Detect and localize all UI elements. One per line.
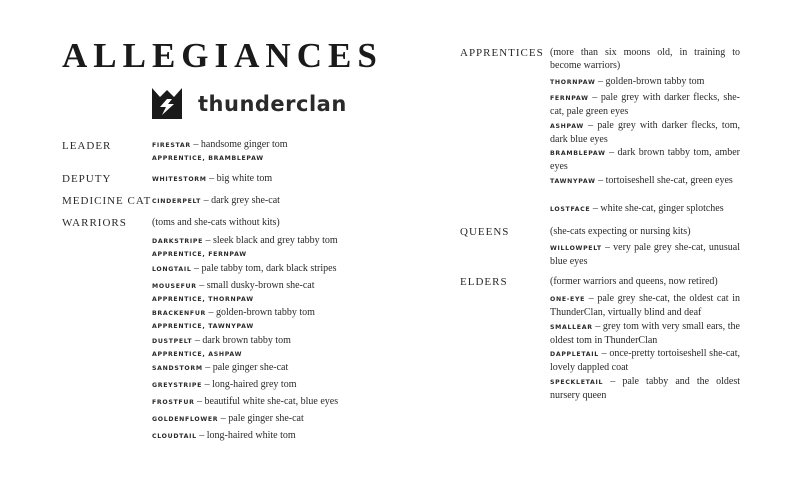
cat-desc: – pale tabby and the oldest nursery queen [550, 376, 740, 401]
entry-apprentice [550, 76, 740, 90]
cat-desc: – pale ginger she-cat [218, 413, 304, 424]
cat-desc: – long-haired white tom [196, 430, 296, 441]
cat-desc: – once-pretty tortoiseshell she-cat, lovely dappled coat [550, 348, 740, 373]
apprentice-line: APPRENTICE, ASHPAW [152, 350, 243, 358]
apprentice-line: APPRENTICE, THORNPAW [152, 295, 254, 303]
entry-apprentice [550, 147, 740, 173]
entry-leader [152, 139, 339, 165]
page-title: ALLEGIANCES [62, 36, 383, 75]
entry-warrior [152, 263, 342, 277]
entry-warrior [152, 235, 339, 261]
cat-desc: – big white tom [206, 173, 273, 184]
entry-warrior [152, 430, 342, 444]
cat-desc: – beautiful white she-cat, blue eyes [194, 396, 339, 407]
thunderclan-lightning-logo-icon [150, 88, 184, 120]
cat-name: DAPPLETAIL [550, 351, 599, 358]
cat-name: TAWNYPAW [550, 178, 596, 185]
cat-desc: – white she-cat, ginger splotches [590, 203, 724, 214]
apprentice-line: APPRENTICE, FERNPAW [152, 250, 247, 258]
entry-apprentice [550, 92, 740, 118]
cat-name: SPECKLETAIL [550, 379, 604, 386]
rank-elders: ELDERS [460, 276, 508, 288]
queens-note: (she-cats expecting or nursing kits) [550, 226, 691, 237]
entry-elder [550, 348, 740, 374]
cat-name: DARKSTRIPE [152, 238, 203, 245]
clan-header [150, 88, 347, 120]
rank-warriors: WARRIORS [62, 217, 127, 229]
cat-name: LONGTAIL [152, 266, 192, 273]
cat-name: SANDSTORM [152, 365, 203, 372]
rank-deputy: DEPUTY [62, 173, 112, 185]
cat-name: WILLOWPELT [550, 245, 602, 252]
cat-desc: – pale tabby tom, dark black stripes [191, 263, 337, 274]
cat-desc: – small dusky-brown she-cat [196, 280, 315, 291]
apprentice-line: APPRENTICE, TAWNYPAW [152, 322, 254, 330]
entry-deputy [152, 173, 339, 187]
entry-warrior [152, 280, 339, 306]
cat-desc: – dark grey she-cat [201, 195, 280, 206]
cat-name: GREYSTRIPE [152, 382, 203, 389]
cat-name: SMALLEAR [550, 324, 593, 331]
cat-name: CINDERPELT [152, 198, 202, 205]
warriors-note: (toms and she-cats without kits) [152, 217, 280, 228]
cat-desc: – dark brown tabby tom [192, 335, 291, 346]
entry-medicine-cat [152, 195, 339, 209]
entry-apprentice [550, 120, 740, 146]
cat-name: FROSTFUR [152, 399, 195, 406]
cat-desc: – golden-brown tabby tom [595, 76, 705, 87]
cat-desc: – pale grey with darker flecks, tom, dark blue eyes [550, 120, 740, 145]
cat-name: THORNPAW [550, 79, 596, 86]
entry-warrior [152, 362, 342, 376]
rank-apprentices: APPRENTICES [460, 47, 544, 59]
cat-name: WHITESTORM [152, 176, 207, 183]
cat-desc: – pale grey she-cat, the oldest cat in ThunderClan, virtually blind and deaf [550, 293, 740, 318]
cat-desc: – tortoiseshell she-cat, green eyes [595, 175, 733, 186]
cat-name: MOUSEFUR [152, 283, 197, 290]
cat-name: LOSTFACE [550, 206, 591, 213]
clan-name: thunderclan [198, 92, 347, 116]
cat-name: CLOUDTAIL [152, 433, 197, 440]
rank-leader: LEADER [62, 140, 112, 152]
cat-desc: – sleek black and grey tabby tom [203, 235, 338, 246]
entry-warrior [152, 307, 339, 333]
entry-warrior [152, 379, 342, 393]
entry-elder [550, 293, 740, 319]
apprentices-note: (more than six moons old, in training to become warriors) [550, 47, 740, 71]
cat-desc: – long-haired grey tom [202, 379, 297, 390]
entry-warrior [152, 413, 342, 427]
entry-apprentice [550, 175, 740, 189]
entry-warrior [152, 335, 339, 361]
cat-name: BRACKENFUR [152, 310, 207, 317]
right-page [400, 0, 800, 495]
cat-name: ONE-EYE [550, 296, 586, 303]
cat-desc: – very pale grey she-cat, unusual blue eyes [550, 242, 740, 267]
cat-desc: – dark brown tabby tom, amber eyes [550, 147, 740, 172]
entry-apprentice [550, 203, 750, 217]
rank-queens: QUEENS [460, 226, 510, 238]
cat-name: BRAMBLEPAW [550, 150, 606, 157]
entry-elder [550, 376, 740, 402]
cat-desc: – pale grey with darker flecks, she-cat, pale green eyes [550, 92, 740, 117]
cat-name: FERNPAW [550, 95, 589, 102]
apprentice-line: APPRENTICE, BRAMBLEPAW [152, 154, 264, 162]
cat-name: GOLDENFLOWER [152, 416, 219, 423]
cat-desc: – handsome ginger tom [190, 139, 288, 150]
cat-desc: – golden-brown tabby tom [206, 307, 315, 318]
cat-desc: – grey tom with very small ears, the oldest tom in ThunderClan [550, 321, 740, 346]
cat-name: ASHPAW [550, 123, 584, 130]
entry-queen [550, 242, 740, 268]
cat-name: FIRESTAR [152, 142, 191, 149]
entry-warrior [152, 396, 362, 410]
elders-note: (former warriors and queens, now retired) [550, 276, 718, 287]
entry-elder [550, 321, 740, 347]
cat-desc: – pale ginger she-cat [202, 362, 289, 373]
cat-name: DUSTPELT [152, 338, 193, 345]
rank-medicine-cat: MEDICINE CAT [62, 195, 152, 207]
